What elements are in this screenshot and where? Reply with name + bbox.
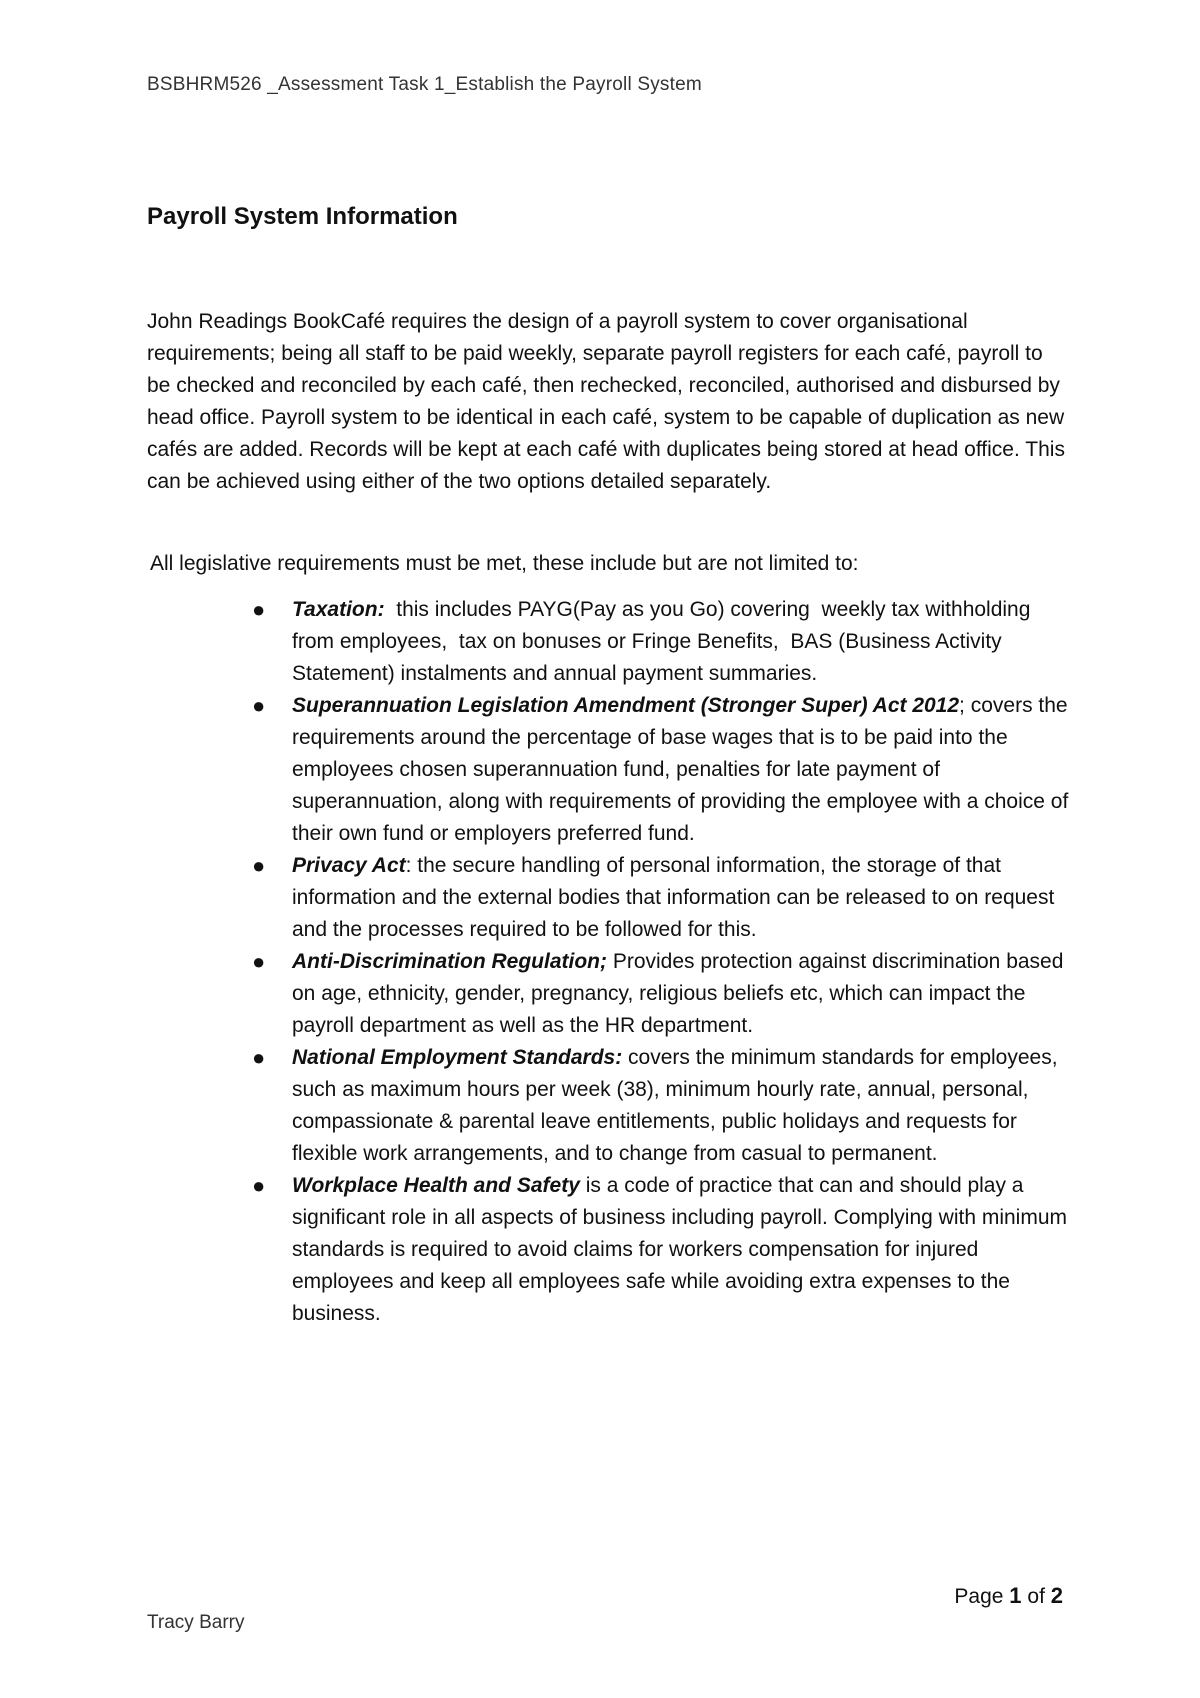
list-item-privacy	[252, 850, 1070, 946]
bullet-icon: ●	[252, 597, 266, 622]
current-page: 1	[1009, 1583, 1022, 1608]
list-item-text: this includes PAYG(Pay as you Go) covering weekly tax withholding from employees, tax on bonuses or Fringe Benefits, BAS (Business Activity Statement) instalments and annual payment summaries.	[292, 598, 1037, 685]
total-pages: 2	[1050, 1583, 1063, 1608]
page-title: Payroll System Information	[147, 203, 458, 230]
list-item-superannuation	[252, 690, 1070, 850]
list-item-term: Superannuation Legislation Amendment (Stronger Super) Act 2012	[292, 694, 960, 717]
page-footer-author: Tracy Barry	[147, 1612, 245, 1633]
bullet-icon: ●	[252, 1173, 266, 1198]
page-header: BSBHRM526 _Assessment Task 1_Establish the Payroll System	[147, 74, 702, 95]
list-item-employment-standards	[252, 1042, 1070, 1170]
page-number	[954, 1583, 1063, 1609]
list-item-text: covers the minimum standards for employees, such as maximum hours per week (38), minimum hourly rate, annual, personal, compassionate & parental leave entitlements, public holidays and requests for flexible work arrangements, and to change from casual to permanent.	[292, 1046, 1058, 1165]
page-label: Page	[954, 1585, 1004, 1608]
bullet-icon: ●	[252, 693, 266, 718]
list-item-text: : the secure handling of personal information, the storage of that information and the external bodies that information can be released to on request and the processes required to be followed for this.	[292, 854, 1055, 941]
list-item-anti-discrimination	[252, 946, 1070, 1042]
list-item-term: National Employment Standards:	[292, 1046, 623, 1069]
bullet-icon: ●	[252, 853, 266, 878]
list-item-term: Taxation:	[292, 598, 385, 621]
list-item-text: Provides protection against discrimination based on age, ethnicity, gender, pregnancy, religious beliefs etc, which can impact the payroll department as well as the HR department.	[292, 950, 1064, 1037]
list-item-text: ; covers the requirements around the percentage of base wages that is to be paid into the employees chosen superannuation fund, penalties for late payment of superannuation, along with requirements of providing the employee with a choice of their own fund or employers preferred fund.	[292, 694, 1069, 845]
list-item-whs	[252, 1170, 1070, 1330]
list-item-text: is a code of practice that can and should play a significant role in all aspects of business including payroll. Complying with minimum standards is required to avoid claims for workers compensation for injured employees and keep all employees safe while avoiding extra expenses to the business.	[292, 1174, 1068, 1325]
list-item-term: Anti-Discrimination Regulation;	[292, 950, 607, 973]
requirements-list	[252, 594, 1070, 1330]
list-item-term: Workplace Health and Safety	[292, 1174, 580, 1197]
bullet-icon: ●	[252, 1045, 266, 1070]
intro-paragraph: John Readings BookCafé requires the design of a payroll system to cover organisational requirements; being all staff to be paid weekly, separate payroll registers for each café, payroll to be checked and reconciled by each café, then rechecked, reconciled, authorised and disbursed by head office. Payroll system to be identical in each café, system to be capable of duplication as new cafés are added. Records will be kept at each café with duplicates being stored at head office. This can be achieved using either of the two options detailed separately.	[147, 310, 1065, 493]
list-item-term: Privacy Act	[292, 854, 406, 877]
list-item-taxation	[252, 594, 1070, 690]
of-label: of	[1027, 1585, 1045, 1608]
bullet-icon: ●	[252, 949, 266, 974]
requirements-lead: All legislative requirements must be met, these include but are not limited to:	[150, 552, 859, 575]
